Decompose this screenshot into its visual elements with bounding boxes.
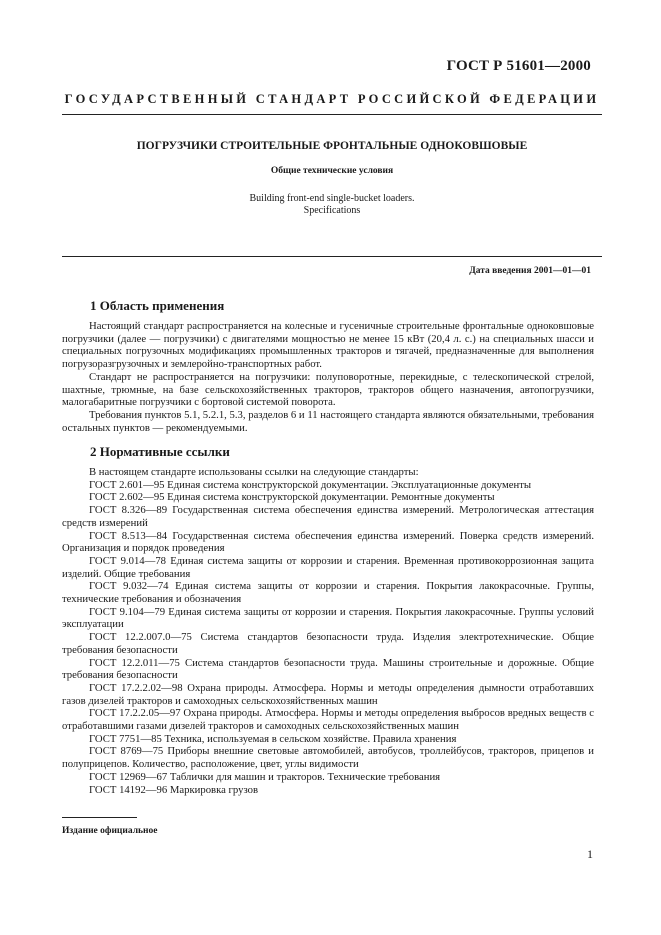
reference-item: ГОСТ 7751—85 Техника, используемая в сельском хозяйстве. Правила хранения [89,732,457,745]
reference-item: ГОСТ 9.032—74 Единая система защиты от коррозии и старения. Покрытия лакокрасочные. Группы, технические требования и обозначения [62,580,594,606]
footer-divider [62,817,137,818]
section-2-heading: 2 Нормативные ссылки [90,444,230,459]
reference-item: ГОСТ 9.014—78 Единая система защиты от коррозии и старения. Временная противокоррозионная защита изделий. Общие требования [62,554,594,580]
reference-item: ГОСТ 12.2.007.0—75 Система стандартов безопасности труда. Изделия электротехнические. Общие требования безопасности [62,631,594,656]
document-subtitle: Общие технические условия [270,166,394,176]
title-divider [62,256,602,257]
reference-item: ГОСТ 2.602—95 Единая система конструкторской документации. Ремонтные документы [89,491,495,504]
reference-item: ГОСТ 8.326—89 Государственная система обеспечения единства измерений. Метрологическая аттестация средств измерений [62,504,594,529]
section-1-heading: 1 Область применения [90,298,225,313]
section-2-body [62,466,594,796]
paragraph: В настоящем стандарте использованы ссылки на следующие стандарты: [89,466,419,478]
section-1-body [62,320,594,434]
reference-item: ГОСТ 2.601—95 Единая система конструкторской документации. Эксплуатационные документы [89,478,532,491]
reference-item: ГОСТ 17.2.2.02—98 Охрана природы. Атмосфера. Нормы и методы определения дымности отработавших газов дизелей тракторов и самоходных сельскохозяйственных машин [62,681,594,707]
official-edition-label: Издание официальное [62,826,158,836]
paragraph: Настоящий стандарт распространяется на колесные и гусеничные строительные фронтальные одноковшовые погрузчики (далее — погрузчики) с двигателями мощностью не менее 15 кВт (20,4 л. с.) на специальных шасси и специальных погрузочных модификациях промышленных тракторов и тягачей, предназначенные для выполнения погрузоразгрузочных и землеройно-транспортных работ. [62,320,594,371]
paragraph: Требования пунктов 5.1, 5.2.1, 5.3, разделов 6 и 11 настоящего стандарта являются обязательными, требования остальных пунктов — рекомендуемыми. [62,408,594,434]
introduction-date: Дата введения 2001—01—01 [469,266,591,276]
reference-item: ГОСТ 8769—75 Приборы внешние световые автомобилей, автобусов, троллейбусов, тракторов, прицепов и полуприцепов. Количество, расположение, цвет, углы видимости [62,745,594,771]
document-title: ПОГРУЗЧИКИ СТРОИТЕЛЬНЫЕ ФРОНТАЛЬНЫЕ ОДНОКОВШОВЫЕ [136,140,528,152]
page-number: 1 [587,847,593,861]
reference-item: ГОСТ 17.2.2.05—97 Охрана природы. Атмосфера. Нормы и методы определения выбросов вредных веществ с отработавшими газами дизелей тракторов и самоходных сельскохозяйственных машин [62,707,594,733]
english-title-line-2: Specifications [303,205,361,216]
english-title [62,193,602,217]
reference-item: ГОСТ 14192—96 Маркировка грузов [89,783,259,796]
english-title-line-1: Building front-end single-bucket loaders. [249,193,415,204]
reference-item: ГОСТ 8.513—84 Государственная система обеспечения единства измерений. Поверка средств измерений. Организация и порядок проведения [62,529,594,555]
state-standard-banner: ГОСУДАРСТВЕННЫЙ СТАНДАРТ РОССИЙСКОЙ ФЕДЕРАЦИИ [64,92,600,106]
paragraph: Стандарт не распространяется на погрузчики: полуповоротные, перекидные, с телескопической стрелой, шахтные, трюмные, на базе сельскохозяйственных тракторов, тракторов общего назначения, автопогрузчики, малогабаритные погрузчики с бортовой системой поворота. [62,370,594,409]
header-divider [62,114,602,115]
reference-item: ГОСТ 12969—67 Таблички для машин и тракторов. Технические требования [89,770,441,783]
document-number: ГОСТ Р 51601—2000 [446,58,591,74]
reference-item: ГОСТ 12.2.011—75 Система стандартов безопасности труда. Машины строительные и дорожные. Общие требования безопасности [62,656,594,682]
reference-item: ГОСТ 9.104—79 Единая система защиты от коррозии и старения. Покрытия лакокрасочные. Группы условий эксплуатации [62,605,594,631]
